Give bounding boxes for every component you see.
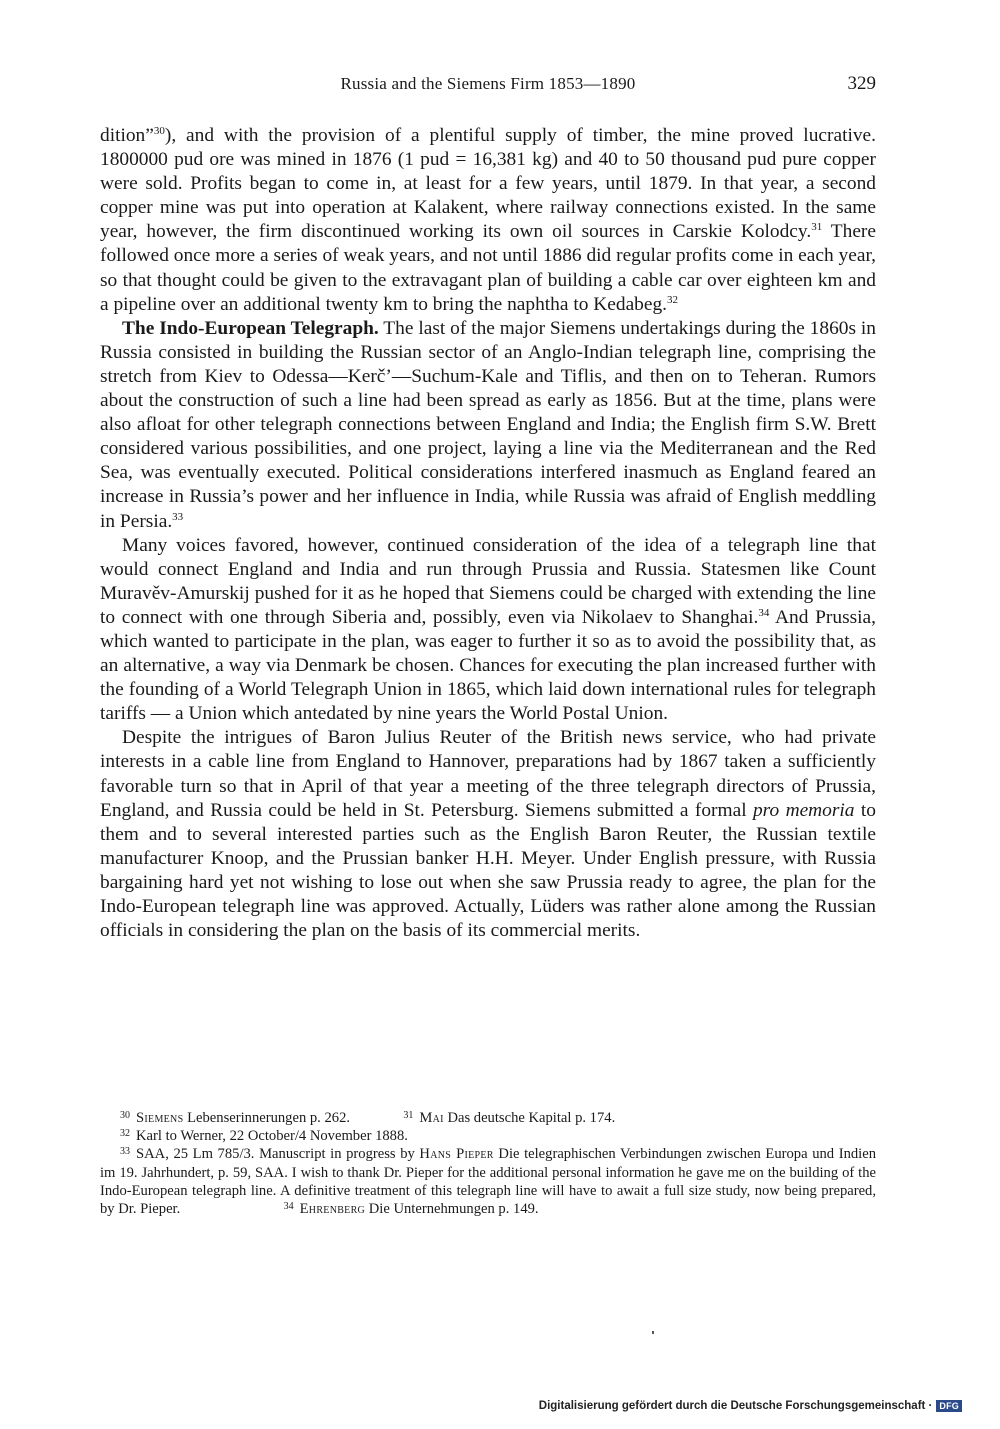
text-run: The last of the major Siemens undertakings during the 1860s in Russia consisted in building the Russian sector of an Anglo-Indian telegraph line, comprising the stretch from Kiev to Odessa—Kerč’—Suchum-Kale and Tiflis, and then on to Teheran. Rumors about the construction of such a line had been spread as early as 1856. But at the time, plans were also afloat for other telegraph connections between England and India; the English firm S.W. Brett considered various possibilities, and one project, laying a line via the Mediterranean and the Red Sea, was eventually executed. Political considerations interfered inasmuch as England feared an increase in Russia’s power and her influence in India, while Russia was afraid of English meddling in Persia. (100, 317, 876, 532)
footnote-author: Mai (419, 1110, 444, 1126)
footnote-author: Hans Pieper (419, 1146, 494, 1163)
footnote-ref: 31 (811, 221, 823, 234)
footnote-text: Die Unternehmungen p. 149. (368, 1201, 539, 1218)
page-number: 329 (847, 73, 876, 94)
digitization-credit: Digitalisierung gefördert durch die Deutsche Forschungsgemeinschaft · (538, 1400, 933, 1412)
footnote-ref: 33 (172, 510, 184, 523)
footnote-row (100, 1127, 876, 1145)
footnote-text: Karl to Werner, 22 October/4 November 1888. (136, 1128, 408, 1145)
text-run: ), and with the provision of a plentiful supply of timber, the mine proved lucrative. 1800000 pud ore was mined in 1876 (1 pud = 16,381 kg) and 40 to 50 thousand pud pure copper were sold. Profits began to come in, at least for a few years, until 1879. In that year, a second copper mine was put into operation at Kalakent, where railway connections existed. In the same year, however, the firm discontinued working its own oil sources in Carskie Kolodcy. (100, 125, 876, 243)
main-text (100, 124, 876, 943)
running-header (100, 74, 876, 100)
body-paragraph (100, 534, 876, 727)
running-title: Russia and the Siemens Firm 1853—1890 (340, 74, 636, 93)
digitization-footer (539, 1400, 962, 1412)
footnote-label: 30 (120, 1110, 130, 1121)
footnote-text: Das deutsche Kapital p. 174. (447, 1110, 616, 1126)
text-run: to them and to several interested parties such as the English Baron Reuter, the Russian textile manufacturer Knoop, and the Prussian banker H.H. Meyer. Under English pressure, with Russia bargaining hard yet not wishing to lose out when she saw Prussia ready to agree, the plan for the Indo-European telegraph line was approved. Actually, Lüders was rather alone among the Russian officials in considering the plan on the basis of its commercial merits. (100, 799, 876, 942)
body-paragraph (100, 124, 876, 317)
footnote-label: 31 (403, 1110, 414, 1121)
footnote-ref: 30 (153, 125, 165, 137)
italic-term: pro memoria (752, 799, 855, 821)
footnote-text: SAA, 25 Lm 785/3. Manuscript in progress by (136, 1146, 415, 1163)
body-paragraph (100, 317, 876, 534)
body-paragraph (100, 726, 876, 943)
footnote-ref: 32 (667, 293, 679, 306)
text-run: And Prussia, which wanted to participate in the plan, was eager to further it so as to avoid the possibility that, as an alternative, a way via Denmark be chosen. Chances for executing the plan increased further with the founding of a World Telegraph Union in 1865, which laid down international rules for telegraph tariffs — a Union which antedated by nine years the World Postal Union. (100, 606, 877, 725)
section-heading: The Indo-European Telegraph. (122, 317, 379, 339)
footnote-author: Ehrenberg (299, 1201, 366, 1218)
footnote-row (100, 1109, 876, 1127)
footnote-author: Siemens (136, 1110, 184, 1126)
footnote-row (100, 1145, 876, 1218)
text-run: dition” (100, 125, 154, 146)
footnote-label: 32 (120, 1128, 130, 1140)
footnote-text: Die telegraphischen Verbindungen zwischen Europa und Indien im 19. Jahrhundert, p. 59, SAA. I wish to thank Dr. Pieper for the additional personal information he gave me on the building of the Indo-European telegraph line. A definitive treatment of this telegraph line will have to await a full size study, now being prepared, by Dr. Pieper. (100, 1146, 876, 1218)
footnotes (100, 1109, 876, 1218)
footnote-text: Lebenserinnerungen p. 262. (187, 1110, 351, 1126)
text-run: Many voices favored, however, continued consideration of the idea of a telegraph line that would connect England and India and run through Prussia and Russia. Statesmen like Count Muravěv-Amurskij pushed for it as he hoped that Siemens could be charged with extending the line to connect with one through Siberia and, possibly, even via Nikolaev to Shanghai. (100, 534, 876, 628)
text-run: There followed once more a series of weak years, and not until 1886 did regular profits come in each year, so that thought could be given to the extravagant plan of building a cable car over eighteen km and a pipeline over an additional twenty km to bring the naphtha to Kedabeg. (100, 221, 876, 315)
footnote-label: 34 (283, 1201, 294, 1213)
scan-speck (652, 1331, 654, 1334)
footnote-label: 33 (120, 1146, 130, 1158)
dfg-logo: DFG (936, 1400, 962, 1412)
footnote-ref: 34 (758, 606, 770, 619)
text-run: Despite the intrigues of Baron Julius Reuter of the British news service, who had private interests in a cable line from England to Hannover, preparations had by 1867 taken a sufficiently favorable turn so that in April of that year a meeting of the three telegraph directors of Prussia, England, and Russia could be held in St. Petersburg. Siemens submitted a formal (100, 727, 876, 821)
